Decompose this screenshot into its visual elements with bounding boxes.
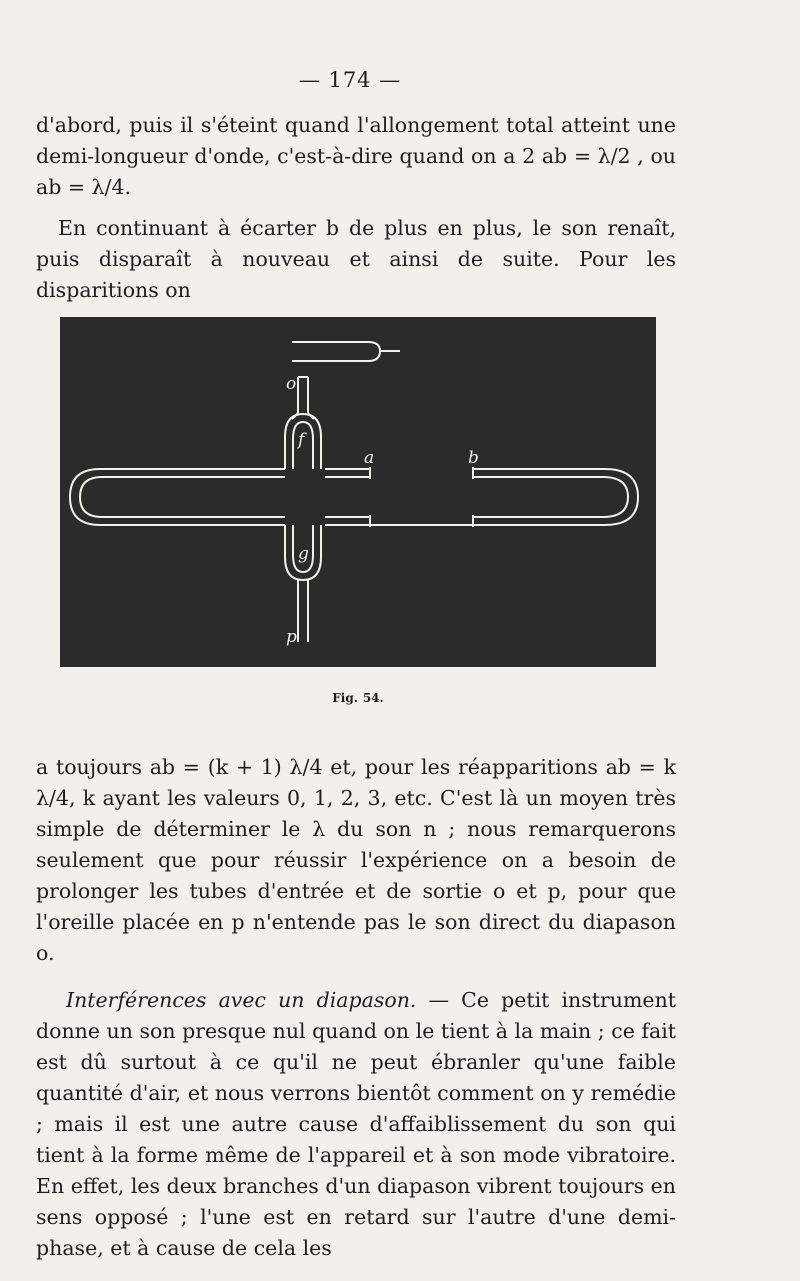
interference-apparatus-figure xyxy=(60,317,656,667)
figure-caption-number: 54. xyxy=(362,691,384,705)
label-p: p xyxy=(286,627,297,647)
figure-caption-prefix: Fig. xyxy=(332,691,358,705)
paragraph-4 xyxy=(36,985,676,1264)
page-number: — 174 — xyxy=(298,68,402,92)
paragraph-2: En continuant à écarter b de plus en plus, le son renaît, puis disparaît à nouveau et ainsi de suite. Pour les disparitions on xyxy=(36,216,676,302)
label-b: b xyxy=(468,448,479,468)
figure-caption xyxy=(0,690,716,706)
figure-diagram xyxy=(60,317,656,667)
label-o: o xyxy=(286,374,297,394)
paragraph-3: a toujours ab = (k + 1) λ/4 et, pour les réapparitions ab = k λ/4, k ayant les valeurs 0, 1, 2, 3, etc. C'est là un moyen très simple de déterminer le λ du son n ; nous remarquerons seulement que pour réussir l'expérience on a besoin de prolonger les tubes d'entrée et de sortie o et p, pour que l'oreille placée en p n'entende pas le son direct du diapason o. xyxy=(36,755,676,965)
label-a: a xyxy=(364,448,375,468)
paragraph-1: d'abord, puis il s'éteint quand l'allongement total atteint une demi-longueur d'onde, c'est-à-dire quand on a 2 ab = λ/2 , ou ab = λ/4. xyxy=(36,113,676,199)
paragraph-4-body: — Ce petit instrument donne un son presque nul quand on le tient à la main ; ce fait est dû surtout à ce qu'il ne peut ébranler qu'une faible quantité d'air, et nous verrons bientôt comment on y remédie ; mais il est une autre cause d'affaiblissement du son qui tient à la forme même de l'appareil et à son mode vibratoire. En effet, les deux branches d'un diapason vibrent toujours en sens opposé ; l'une est en retard sur l'autre d'une demi-phase, et à cause de cela les xyxy=(36,988,677,1260)
label-f: f xyxy=(298,430,305,450)
label-g: g xyxy=(298,544,309,564)
section-title: Interférences avec un diapason. xyxy=(66,988,417,1012)
